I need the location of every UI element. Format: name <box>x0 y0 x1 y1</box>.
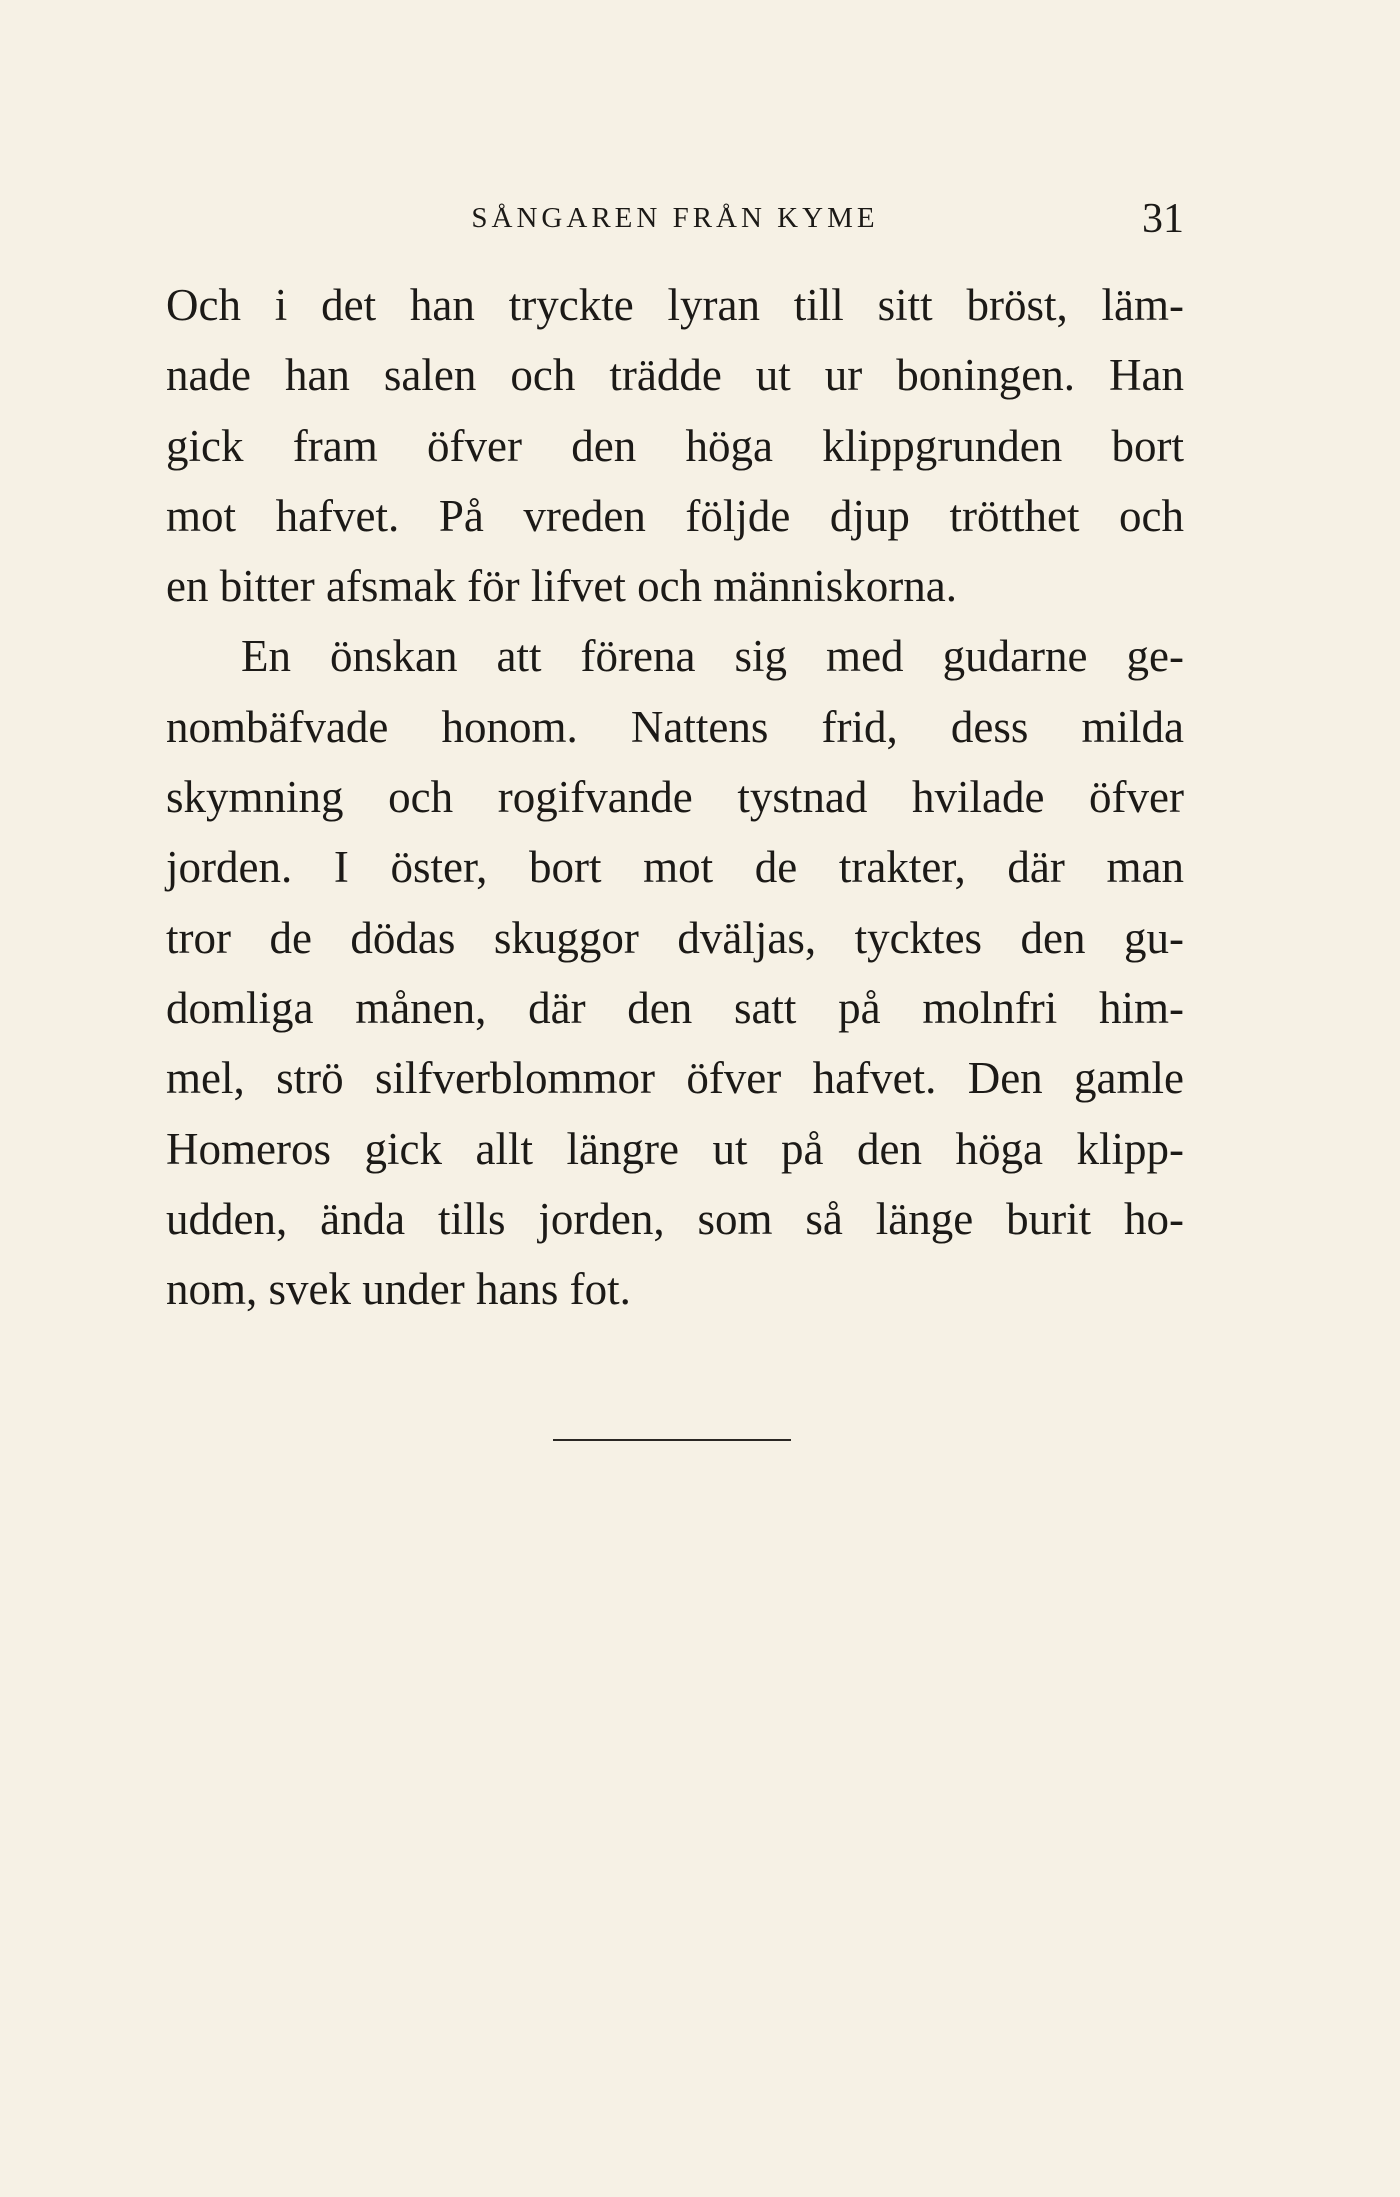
text-line: udden, ända tills jorden, som så länge burit ho- <box>166 1193 1184 1244</box>
body-text <box>166 270 1184 1324</box>
text-line: nombäfvade honom. Nattens frid, dess milda <box>166 701 1184 752</box>
page-number: 31 <box>1142 196 1184 242</box>
text-line: mel, strö silfverblommor öfver hafvet. Den gamle <box>166 1053 1184 1104</box>
text-line: gick fram öfver den höga klippgrunden bort <box>166 420 1184 471</box>
running-title: SÅNGAREN FRÅN KYME <box>471 202 879 234</box>
text-line: domliga månen, där den satt på molnfri him- <box>166 982 1184 1033</box>
text-line: mot hafvet. På vreden följde djup trötthet och <box>166 490 1184 541</box>
text-line: En önskan att förena sig med gudarne ge- <box>241 631 1184 682</box>
text-line: skymning och rogifvande tystnad hvilade öfver <box>166 772 1184 823</box>
text-line: tror de dödas skuggor dväljas, tycktes den gu- <box>166 912 1184 963</box>
text-line: nom, svek under hans fot. <box>166 1264 631 1315</box>
text-line: en bitter afsmak för lifvet och människorna. <box>166 561 957 612</box>
section-divider <box>553 1439 791 1441</box>
text-line: Och i det han tryckte lyran till sitt bröst, läm- <box>166 280 1184 330</box>
text-line: Homeros gick allt längre ut på den höga klipp- <box>166 1123 1184 1174</box>
text-line: jorden. I öster, bort mot de trakter, där man <box>166 842 1184 893</box>
text-line: nade han salen och trädde ut ur boningen. Han <box>166 350 1184 401</box>
running-head <box>166 198 1184 248</box>
